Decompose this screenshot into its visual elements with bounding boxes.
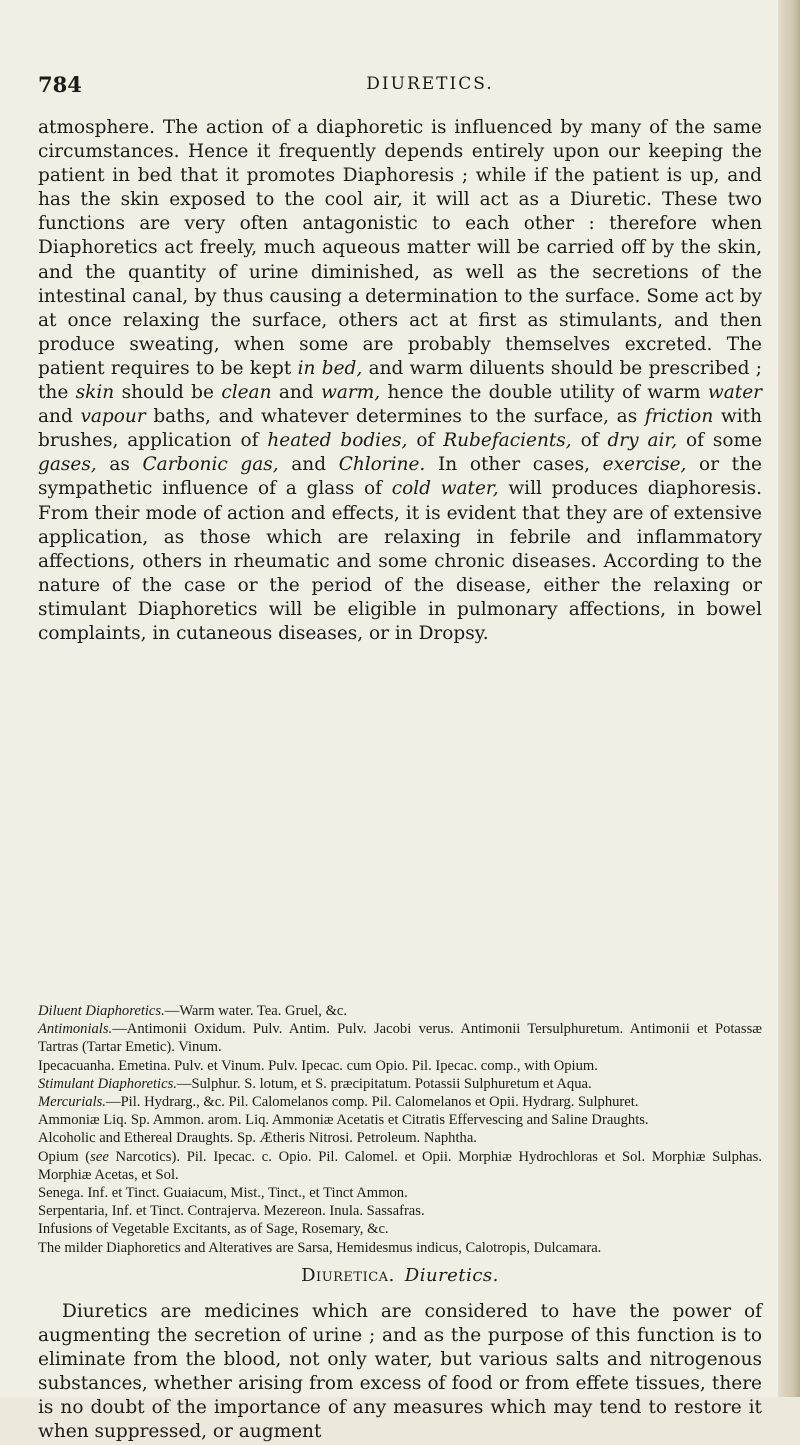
page-header (38, 72, 762, 102)
diaphoretics-formulary (38, 1002, 762, 1257)
running-head: DIURETICS. (366, 74, 494, 94)
paragraph-diuretics: Diuretics are medicines which are considered to have the power of augmenting the secretion of urine ; and as the purpose of this function is to eliminate from the blood, not only water, but various salts and nitrogenous substances, whether arising from excess of food or from effete tissues, there is no doubt of the importance of any measures which may tend to restore it when suppressed, or augment (38, 1301, 762, 1443)
heading-latin: Diuretica. (301, 1265, 395, 1286)
page-gutter-shadow (778, 0, 800, 1397)
heading-english: Diuretics. (404, 1265, 499, 1286)
formulary-entry: Antimonials.—Antimonii Oxidum. Pulv. Antim. Pulv. Jacobi verus. Antimonii Tersulphuretum. Antimonii et Potassæ Tartras (Tartar Emetic). Vinum. (38, 1021, 762, 1056)
formulary-entry: Infusions of Vegetable Excitants, as of Sage, Rosemary, &c. (38, 1221, 389, 1238)
formulary-entry: Diluent Diaphoretics.—Warm water. Tea. Gruel, &c. (38, 1003, 348, 1019)
paragraph-diaphoretics (38, 116, 762, 646)
formulary-entry: Senega. Inf. et Tinct. Guaiacum, Mist., Tinct., et Tinct Ammon. (38, 1185, 408, 1202)
formulary-entry: Ipecacuanha. Emetina. Pulv. et Vinum. Pulv. Ipecac. cum Opio. Pil. Ipecac. comp., with Opium. (38, 1057, 598, 1074)
formulary-entry: Ammoniæ Liq. Sp. Ammon. arom. Liq. Ammoniæ Acetatis et Citratis Effervescing and Saline Draughts. (38, 1112, 649, 1129)
page-number: 784 (38, 72, 82, 97)
paragraph-text: atmosphere. The action of a diaphoretic is influenced by many of the same circumstances. Hence it frequently depends entirely upon our keeping the patient in bed that it promotes Diaphoresis ; while if the patient is up, and has the skin exposed to the cool air, it will act as a Diuretic. These two functions are very often antagonistic to each other : therefore when Diaphoretics act freely, much aqueous matter will be carried off by the skin, and the quantity of urine diminished, as well as the secretions of the intestinal canal, by thus causing a determination to the surface. Some act by at once relaxing the surface, others act at first as stimulants, and then produce sweating, when some are probably themselves excreted. The patient requires to be kept in bed, and warm diluents should be prescribed ; the skin should be clean and warm, hence the double utility of warm water and vapour baths, and whatever determines to the surface, as friction with brushes, application of heated bodies, of Rubefacients, of dry air, of some gases, as Carbonic gas, and Chlorine. In other cases, exercise, or the sympathetic influence of a glass of cold water, will produces diaphoresis. From their mode of action and effects, it is evident that they are of extensive application, as those which are relaxing in febrile and inflammatory affections, others in rheumatic and some chronic diseases. According to the nature of the case or the period of the disease, either the relaxing or stimulant Diaphoretics will be eligible in pulmonary affections, in bowel complaints, in cutaneous diseases, or in Dropsy. (38, 117, 763, 644)
formulary-entry: Serpentaria, Inf. et Tinct. Contrajerva. Mezereon. Inula. Sassafras. (38, 1203, 425, 1220)
section-heading-diuretics (0, 1265, 800, 1286)
formulary-entry: Alcoholic and Ethereal Draughts. Sp. Ætheris Nitrosi. Petroleum. Naphtha. (38, 1130, 477, 1147)
formulary-entry: Opium (see Narcotics). Pil. Ipecac. c. Opio. Pil. Calomel. et Opii. Morphiæ Hydrochloras et Sol. Morphiæ Sulphas. Morphiæ Acetas, et Sol. (38, 1148, 762, 1183)
formulary-entry: Stimulant Diaphoretics.—Sulphur. S. lotum, et S. præcipitatum. Potassii Sulphuretum et Aqua. (38, 1075, 592, 1092)
formulary-entry: Mercurials.—Pil. Hydrarg., &c. Pil. Calomelanos comp. Pil. Calomelanos et Opii. Hydrarg. Sulphuret. (38, 1094, 639, 1111)
formulary-entry: The milder Diaphoretics and Alteratives are Sarsa, Hemidesmus indicus, Calotropis, Dulcamara. (38, 1239, 602, 1256)
